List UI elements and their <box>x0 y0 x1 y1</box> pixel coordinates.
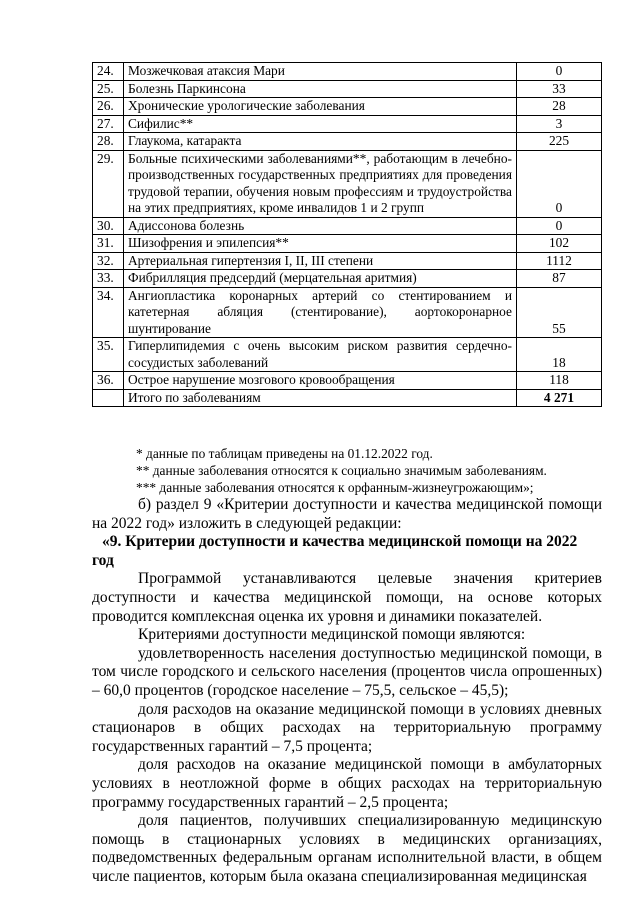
table-row <box>93 287 602 338</box>
total-label: Итого по заболеваниям <box>124 389 517 407</box>
table-row <box>93 270 602 288</box>
case-count: 0 <box>517 150 602 217</box>
disease-name: Артериальная гипертензия I, II, III степени <box>124 252 517 270</box>
table-row <box>93 372 602 390</box>
disease-name: Гиперлипидемия с очень высоким риском развития сердечно-сосудистых заболеваний <box>124 338 517 372</box>
table-row <box>93 217 602 235</box>
disease-table <box>92 62 602 407</box>
paragraph: Критериями доступности медицинской помощи являются: <box>138 626 526 644</box>
empty-cell <box>93 389 124 407</box>
table-row <box>93 338 602 372</box>
row-number: 26. <box>93 98 124 116</box>
case-count: 102 <box>517 235 602 253</box>
case-count: 3 <box>517 115 602 133</box>
table-row <box>93 252 602 270</box>
total-row <box>93 389 602 407</box>
row-number: 35. <box>93 338 124 372</box>
row-number: 30. <box>93 217 124 235</box>
disease-name: Фибрилляция предсердий (мерцательная аритмия) <box>124 270 517 288</box>
disease-name: Мозжечковая атаксия Мари <box>124 63 517 81</box>
disease-name: Больные психическими заболеваниями**, работающим в лечебно-производственных государственных предприятиях для проведения трудовой терапии, обучения новым профессиям и трудоустройства на этих предприятиях, кроме инвалидов 1 и 2 групп <box>124 150 517 217</box>
disease-name: Хронические урологические заболевания <box>124 98 517 116</box>
disease-name: Глаукома, катаракта <box>124 133 517 151</box>
table-row <box>93 63 602 81</box>
paragraph: б) раздел 9 «Критерии доступности и качества медицинской помощи на 2022 год» изложить в следующей редакции: <box>92 496 602 532</box>
case-count: 225 <box>517 133 602 151</box>
disease-name: Острое нарушение мозгового кровообращения <box>124 372 517 390</box>
row-number: 33. <box>93 270 124 288</box>
case-count: 18 <box>517 338 602 372</box>
table-row <box>93 98 602 116</box>
case-count: 55 <box>517 287 602 338</box>
row-number: 28. <box>93 133 124 151</box>
case-count: 118 <box>517 372 602 390</box>
paragraph: доля расходов на оказание медицинской помощи в условиях дневных стационаров в общих расходах на территориальную программу государственных гарантий – 7,5 процента; <box>92 700 602 755</box>
row-number: 24. <box>93 63 124 81</box>
paragraph: удовлетворенность населения доступностью медицинской помощи, в том числе городского и сельского населения (процентов числа опрошенных) – 60,0 процентов (городское население – 75,5, сельское – 45,5); <box>92 644 602 699</box>
case-count: 1112 <box>517 252 602 270</box>
case-count: 28 <box>517 98 602 116</box>
row-number: 29. <box>93 150 124 217</box>
paragraph: доля пациентов, получивших специализированную медицинскую помощь в стационарных условиях в медицинских организациях, подведомственных федеральным органам исполнительной власти, в общем числе пациентов, которым была оказана специализированная медицинская <box>92 812 602 885</box>
disease-name: Адиссонова болезнь <box>124 217 517 235</box>
table-body <box>93 63 602 407</box>
table-row <box>93 235 602 253</box>
row-number: 27. <box>93 115 124 133</box>
paragraph: доля расходов на оказание медицинской помощи в амбулаторных условиях в неотложной форме в общих расходах на территориальную программу государственных гарантий – 2,5 процента; <box>92 756 602 811</box>
paragraph: Программой устанавливаются целевые значения критериев доступности и качества медицинской помощи, на основе которых проводится комплексная оценка их уровня и динамики показателей. <box>92 570 602 625</box>
case-count: 87 <box>517 270 602 288</box>
section-heading: «9. Критерии доступности и качества медицинской помощи на 2022 год <box>92 533 578 569</box>
table-row <box>93 133 602 151</box>
table-row <box>93 80 602 98</box>
total-value: 4 271 <box>517 389 602 407</box>
disease-name: Болезнь Паркинсона <box>124 80 517 98</box>
footnote: *** данные заболевания относятся к орфанным-жизнеугрожающим»; <box>136 480 534 495</box>
row-number: 31. <box>93 235 124 253</box>
table-row <box>93 115 602 133</box>
footnote: * данные по таблицам приведены на 01.12.2022 год. <box>136 446 433 461</box>
row-number: 32. <box>93 252 124 270</box>
case-count: 33 <box>517 80 602 98</box>
disease-name: Сифилис** <box>124 115 517 133</box>
row-number: 25. <box>93 80 124 98</box>
disease-name: Шизофрения и эпилепсия** <box>124 235 517 253</box>
disease-name: Ангиопластика коронарных артерий со стентированием и катетерная абляция (стентирование), аортокоронарное шунтирование <box>124 287 517 338</box>
case-count: 0 <box>517 217 602 235</box>
footnotes <box>136 445 547 496</box>
table-row <box>93 150 602 217</box>
body-text <box>92 496 602 886</box>
row-number: 34. <box>93 287 124 338</box>
row-number: 36. <box>93 372 124 390</box>
case-count: 0 <box>517 63 602 81</box>
footnote: ** данные заболевания относятся к социально значимым заболеваниям. <box>136 463 547 478</box>
